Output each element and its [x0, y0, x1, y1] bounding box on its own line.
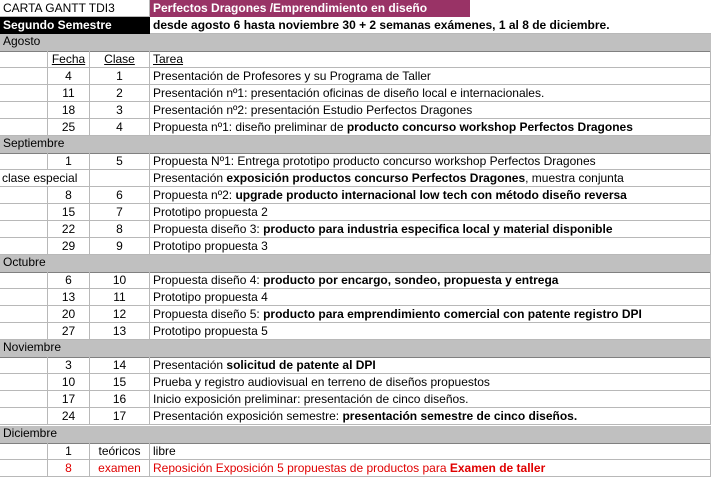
empty-cell[interactable]: [0, 306, 48, 323]
table-row: [0, 221, 711, 238]
tarea-cell[interactable]: [150, 391, 711, 408]
table-row: [0, 170, 711, 187]
fecha-cell[interactable]: 10: [48, 374, 90, 391]
tarea-cell[interactable]: [150, 221, 711, 238]
tarea-cell[interactable]: [150, 443, 711, 460]
clase-cell[interactable]: 15: [90, 374, 150, 391]
clase-cell[interactable]: 1: [90, 68, 150, 85]
tarea-cell[interactable]: [150, 204, 711, 221]
semester-label[interactable]: Segundo Semestre: [0, 17, 150, 34]
fecha-cell[interactable]: 3: [48, 357, 90, 374]
tarea-bold-text: producto por encargo, sondeo, propuesta y entrega: [263, 273, 559, 287]
tarea-text: Prototipo propuesta 4: [153, 290, 268, 304]
tarea-text: libre: [153, 444, 176, 458]
clase-cell[interactable]: 10: [90, 272, 150, 289]
project-title[interactable]: Perfectos Dragones /Emprendimiento en diseño: [150, 0, 470, 17]
table-row: [0, 204, 711, 221]
empty-cell[interactable]: [0, 221, 48, 238]
tarea-cell[interactable]: [150, 119, 711, 136]
tarea-cell[interactable]: [150, 238, 711, 255]
semester-row: [0, 17, 711, 34]
empty-cell[interactable]: [0, 119, 48, 136]
fecha-cell[interactable]: 18: [48, 102, 90, 119]
empty-cell[interactable]: [0, 443, 48, 460]
fecha-cell[interactable]: 13: [48, 289, 90, 306]
month-label: Agosto: [3, 34, 41, 48]
fecha-cell[interactable]: 1: [48, 153, 90, 170]
table-row: [0, 306, 711, 323]
fecha-cell[interactable]: 1: [48, 443, 90, 460]
clase-cell[interactable]: 5: [90, 153, 150, 170]
empty-cell[interactable]: [0, 51, 48, 68]
clase-cell[interactable]: 12: [90, 306, 150, 323]
tarea-text: Reposición Exposición 5 propuestas de productos para: [153, 461, 450, 475]
fecha-cell[interactable]: 27: [48, 323, 90, 340]
column-header-row: [0, 51, 711, 68]
table-row: [0, 391, 711, 408]
table-row: [0, 357, 711, 374]
tarea-text: Propuesta diseño 3:: [153, 222, 264, 236]
fecha-cell[interactable]: 11: [48, 85, 90, 102]
table-row: [0, 289, 711, 306]
month-label: Noviembre: [3, 340, 62, 354]
table-row: [0, 374, 711, 391]
tarea-bold-text: solicitud de patente al DPI: [226, 358, 376, 372]
tarea-cell[interactable]: [150, 170, 711, 187]
clase-cell[interactable]: 7: [90, 204, 150, 221]
fecha-cell[interactable]: 6: [48, 272, 90, 289]
table-row: [0, 85, 711, 102]
table-row: [0, 102, 711, 119]
tarea-cell[interactable]: [150, 153, 711, 170]
tarea-cell[interactable]: [150, 289, 711, 306]
fecha-cell[interactable]: 17: [48, 391, 90, 408]
empty-cell[interactable]: [0, 68, 48, 85]
clase-cell[interactable]: 4: [90, 119, 150, 136]
fecha-cell[interactable]: 8: [48, 187, 90, 204]
clase-cell[interactable]: 13: [90, 323, 150, 340]
table-row: [0, 238, 711, 255]
tarea-bold-text: producto concurso workshop Perfectos Dragones: [346, 120, 633, 134]
empty-cell[interactable]: [0, 460, 48, 477]
table-row: [0, 68, 711, 85]
tarea-text: Presentación: [153, 171, 227, 185]
empty-cell[interactable]: [0, 408, 48, 425]
table-row: [0, 408, 711, 425]
clase-cell[interactable]: 14: [90, 357, 150, 374]
tarea-text: Presentación nº1: presentación oficinas de diseño local e internacionales.: [153, 86, 545, 100]
empty-cell[interactable]: [0, 102, 48, 119]
month-header-noviembre[interactable]: [0, 340, 711, 358]
fecha-cell[interactable]: 29: [48, 238, 90, 255]
tarea-bold-text: producto para industria especifica local y material disponible: [263, 222, 613, 236]
table-row: [0, 153, 711, 170]
tarea-text: Presentación nº2: presentación Estudio Perfectos Dragones: [153, 103, 473, 117]
tarea-cell[interactable]: [150, 408, 711, 425]
month-label: Octubre: [3, 255, 46, 269]
clase-cell[interactable]: 16: [90, 391, 150, 408]
fecha-cell[interactable]: 25: [48, 119, 90, 136]
table-row: [0, 272, 711, 289]
clase-cell[interactable]: 2: [90, 85, 150, 102]
empty-cell[interactable]: [0, 374, 48, 391]
empty-cell[interactable]: [0, 153, 48, 170]
tarea-text: Propuesta diseño 4:: [153, 273, 264, 287]
tarea-text: Prototipo propuesta 5: [153, 324, 268, 338]
month-header-octubre[interactable]: [0, 255, 711, 273]
month-label: Diciembre: [3, 426, 58, 440]
tarea-text: Propuesta nº2:: [153, 188, 236, 202]
table-row-exam: [0, 460, 711, 477]
fecha-cell[interactable]: 22: [48, 221, 90, 238]
tarea-bold-text: Examen de taller: [449, 461, 546, 475]
fecha-cell[interactable]: 4: [48, 68, 90, 85]
clase-cell[interactable]: 6: [90, 187, 150, 204]
empty-cell[interactable]: [0, 238, 48, 255]
clase-cell[interactable]: 9: [90, 238, 150, 255]
tarea-text: Propuesta nº1: diseño preliminar de: [153, 120, 347, 134]
fecha-cell[interactable]: 20: [48, 306, 90, 323]
empty-cell[interactable]: [0, 289, 48, 306]
tarea-bold-text: presentación semestre de cinco diseños.: [342, 409, 578, 423]
empty-cell[interactable]: [0, 323, 48, 340]
empty-cell[interactable]: [0, 85, 48, 102]
semester-dates[interactable]: desde agosto 6 hasta noviembre 30 + 2 semanas exámenes, 1 al 8 de diciembre.: [150, 17, 711, 34]
clase-cell[interactable]: 17: [90, 408, 150, 425]
tarea-text: Presentación: [153, 358, 227, 372]
tarea-cell[interactable]: [150, 187, 711, 204]
tarea-bold-text: producto para emprendimiento comercial con patente registro DPI: [263, 307, 642, 321]
table-row: [0, 119, 711, 136]
tarea-cell[interactable]: [150, 85, 711, 102]
clase-cell[interactable]: 8: [90, 221, 150, 238]
empty-cell[interactable]: [90, 170, 150, 187]
month-label: Septiembre: [3, 136, 65, 150]
clase-cell[interactable]: examen: [90, 460, 150, 477]
tarea-cell[interactable]: [150, 272, 711, 289]
tarea-cell[interactable]: [150, 323, 711, 340]
fecha-cell[interactable]: 15: [48, 204, 90, 221]
tarea-text: Propuesta diseño 5:: [153, 307, 264, 321]
empty-cell[interactable]: [0, 272, 48, 289]
month-header-septiembre[interactable]: [0, 136, 711, 154]
tarea-cell[interactable]: [150, 357, 711, 374]
fecha-cell[interactable]: 24: [48, 408, 90, 425]
clase-especial-cell[interactable]: clase especial: [0, 170, 90, 187]
table-row: [0, 187, 711, 204]
tarea-bold-text: exposición productos concurso Perfectos Dragones: [226, 171, 526, 185]
tarea-text: Inicio exposición preliminar: presentación de cinco diseños.: [153, 392, 469, 406]
fecha-cell[interactable]: 8: [48, 460, 90, 477]
table-row: [0, 443, 711, 460]
tarea-cell[interactable]: [150, 68, 711, 85]
tarea-cell[interactable]: [150, 102, 711, 119]
tarea-cell[interactable]: [150, 374, 711, 391]
clase-cell[interactable]: 3: [90, 102, 150, 119]
table-row: [0, 323, 711, 340]
tarea-text: Presentación de Profesores y su Programa de Taller: [153, 69, 431, 83]
tarea-text: Prototipo propuesta 2: [153, 205, 268, 219]
tarea-text: Presentación exposición semestre:: [153, 409, 343, 423]
clase-cell[interactable]: 11: [90, 289, 150, 306]
clase-cell[interactable]: teóricos: [90, 443, 150, 460]
header-row: [0, 0, 711, 17]
col-tarea[interactable]: Tarea: [150, 51, 711, 68]
sheet-title[interactable]: CARTA GANTT TDI3: [0, 0, 150, 17]
month-header-agosto[interactable]: [0, 34, 711, 52]
tarea-cell[interactable]: [150, 306, 711, 323]
empty-cell[interactable]: [0, 391, 48, 408]
tarea-text: Propuesta Nº1: Entrega prototipo producto concurso workshop Perfectos Dragones: [153, 154, 596, 168]
empty-cell[interactable]: [0, 204, 48, 221]
empty-cell[interactable]: [0, 187, 48, 204]
tarea-text: Prueba y registro audiovisual en terreno de diseños propuestos: [153, 375, 490, 389]
tarea-text: , muestra conjunta: [525, 171, 624, 185]
tarea-text: Prototipo propuesta 3: [153, 239, 268, 253]
tarea-bold-text: upgrade producto internacional low tech con método diseño reversa: [235, 188, 627, 202]
empty-cell[interactable]: [0, 357, 48, 374]
month-header-diciembre[interactable]: [0, 426, 711, 444]
col-clase[interactable]: Clase: [90, 51, 150, 68]
col-fecha[interactable]: Fecha: [48, 51, 90, 68]
tarea-cell[interactable]: [150, 460, 711, 477]
